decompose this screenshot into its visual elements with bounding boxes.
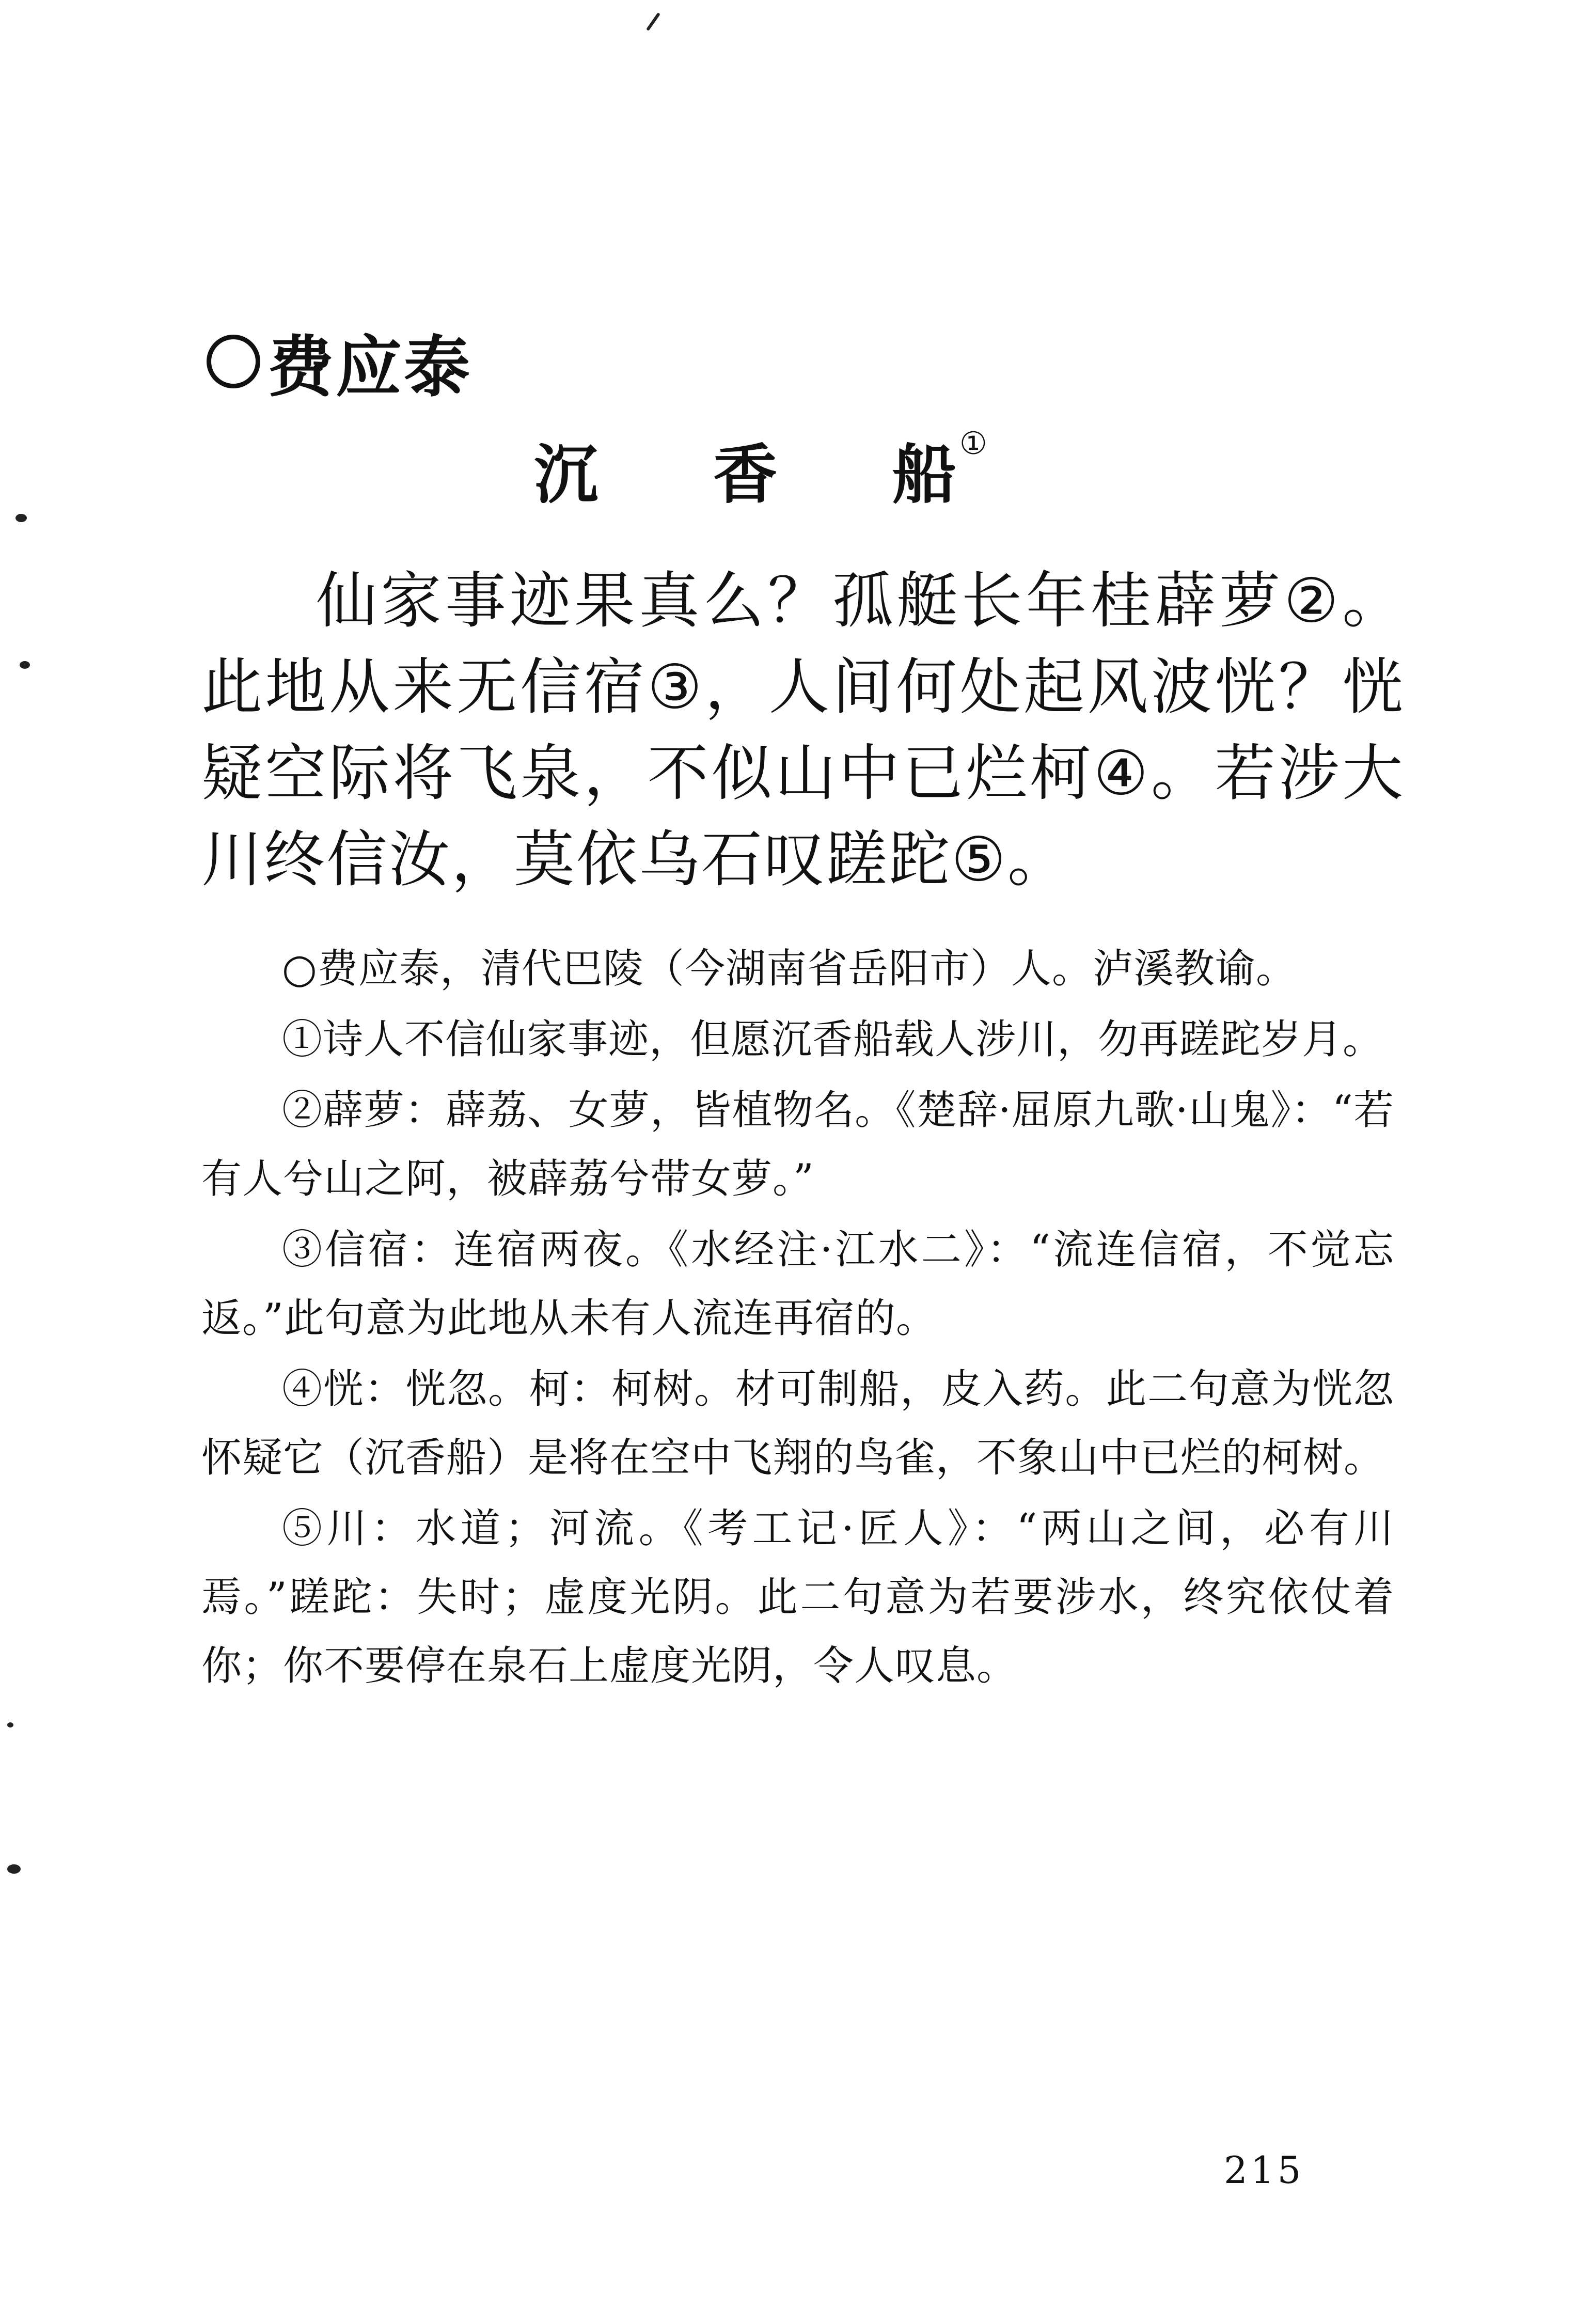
scan-speck: [646, 12, 660, 31]
annotation-author-bio: ○费应泰，清代巴陵（今湖南省岳阳市）人。泸溪教谕。: [282, 946, 1297, 992]
author-circle-marker: [207, 335, 260, 388]
scan-speck: [20, 661, 30, 669]
author-name: 费应泰: [267, 329, 472, 406]
annotation-note-3: ③信宿：连宿两夜。《水经注·江水二》：“流连信宿，不觉忘返。”此句意为此地从未有人流连再宿的。: [201, 1227, 1394, 1342]
poem-title-char: 船: [892, 438, 956, 512]
annotation-note-1: ①诗人不信仙家事迹，但愿沉香船载人涉川，勿再蹉跎岁月。: [282, 1016, 1384, 1063]
poem-text: 仙家事迹果真么？孤艇长年桂薜萝②。此地从来无信宿③，人间何处起风波恍？恍疑空际将飞泉，不似山中已烂柯④。若涉大川终信汝，莫依乌石叹蹉跎⑤。: [201, 565, 1405, 895]
scan-speck: [7, 1722, 13, 1728]
poem-title-char: 沉: [533, 438, 598, 512]
scan-speck: [15, 514, 27, 522]
poem-title: [532, 423, 987, 512]
poem-title-char: 香: [713, 438, 777, 512]
author-heading: [207, 315, 472, 408]
annotation-note-5: ⑤川：水道；河流。《考工记·匠人》：“两山之间，必有川焉。”蹉跎：失时；虚度光阴。此二句意为若要涉水，终究依仗着你；你不要停在泉石上虚度光阴，令人叹息。: [201, 1505, 1394, 1689]
annotations: [201, 935, 1394, 1703]
annotation-note-2: ②薜萝：薜荔、女萝，皆植物名。《楚辞·屈原九歌·山鬼》：“若有人兮山之阿，被薜荔兮带女萝。”: [201, 1087, 1394, 1202]
poem-title-footnote-mark: ①: [959, 426, 987, 462]
annotation-note-4: ④恍：恍忽。柯：柯树。材可制船，皮入药。此二句意为恍忽怀疑它（沉香船）是将在空中飞翔的鸟雀，不象山中已烂的柯树。: [201, 1366, 1394, 1481]
scan-speck: [7, 1864, 21, 1874]
page-number: 215: [1224, 2148, 1304, 2192]
